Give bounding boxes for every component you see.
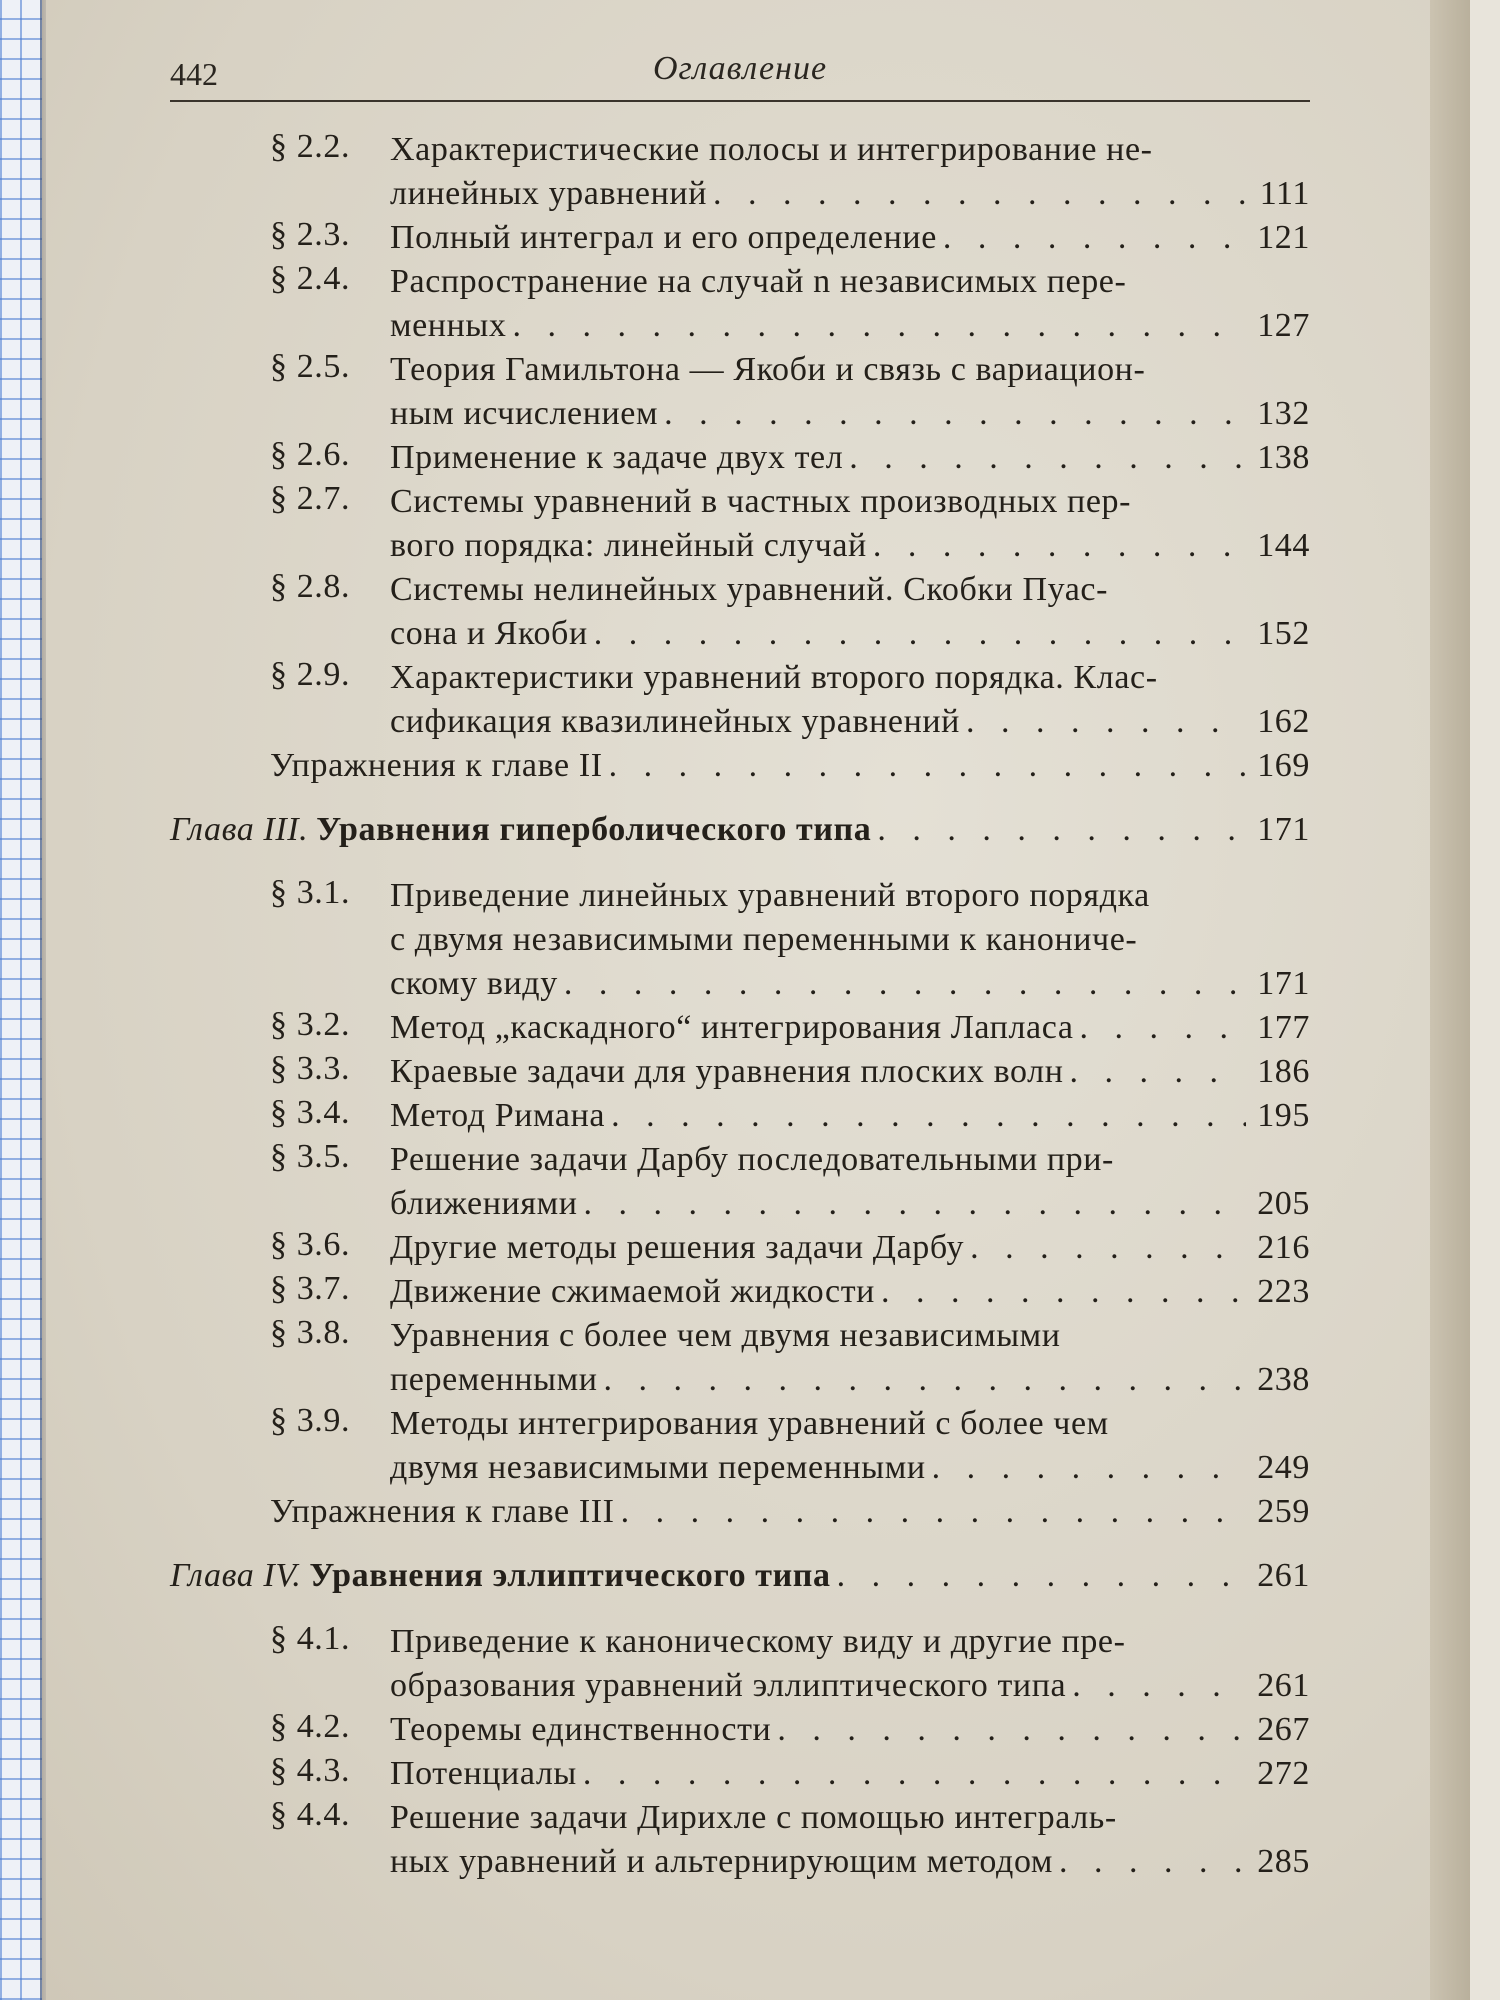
toc-entry-body <box>390 436 1310 480</box>
dot-leader <box>843 436 1246 480</box>
dot-leader <box>1074 1006 1246 1050</box>
toc-entry-body <box>390 128 1310 216</box>
section-number: § 4.1. <box>270 1620 351 1657</box>
toc-page-number: 111 <box>1259 175 1310 212</box>
dot-leader <box>771 1708 1246 1752</box>
toc-line-with-page <box>390 216 1310 260</box>
toc-entry-text: менных <box>390 307 507 344</box>
toc-entry-body <box>390 656 1310 744</box>
toc-page-number: 285 <box>1257 1843 1310 1880</box>
toc-line-with-page <box>390 436 1310 480</box>
toc-page-number: 238 <box>1257 1361 1310 1398</box>
toc-line-with-page <box>390 1050 1310 1094</box>
toc-entry-line: Приведение линейных уравнений второго порядка <box>390 877 1150 914</box>
toc-entry-body <box>390 348 1310 436</box>
toc-line-with-page <box>390 304 1310 348</box>
header-rule <box>170 100 1310 102</box>
toc-entry-body <box>390 1796 1310 1884</box>
toc-entry-body <box>390 480 1310 568</box>
toc-entry-line: Теория Гамильтона — Якоби и связь с вариацион- <box>390 351 1146 388</box>
toc-page-number: 152 <box>1257 615 1310 652</box>
toc-entry-text: образования уравнений эллиптического типа <box>390 1667 1067 1704</box>
toc-entry-text: линейных уравнений <box>390 175 707 212</box>
toc-entry-body <box>390 216 1310 260</box>
dot-leader <box>960 700 1246 744</box>
section-number: § 2.8. <box>270 568 351 605</box>
toc-entry-body <box>390 1314 1310 1402</box>
section-number: § 2.7. <box>270 480 351 517</box>
toc-entry-body <box>390 1708 1310 1752</box>
toc-entry-text: Потенциалы <box>390 1755 577 1792</box>
section-number: § 3.8. <box>270 1314 351 1351</box>
toc-entry-text: ным исчислением <box>390 395 659 432</box>
chapter-label: Глава IV. <box>170 1557 302 1594</box>
toc-entry-body <box>390 568 1310 656</box>
toc-entry <box>170 216 1310 260</box>
toc-entry-body <box>390 1006 1310 1050</box>
toc-page-number: 223 <box>1257 1273 1310 1310</box>
toc-entry-line: Системы уравнений в частных производных пер- <box>390 483 1132 520</box>
toc-line-with-page <box>390 1446 1310 1490</box>
exercises-page-number: 259 <box>1257 1493 1310 1530</box>
toc-page-number: 132 <box>1257 395 1310 432</box>
chapter-page-number: 171 <box>1257 811 1310 848</box>
toc-page-number: 127 <box>1257 307 1310 344</box>
exercises-page-number: 169 <box>1257 747 1310 784</box>
running-title: Оглавление <box>652 50 828 87</box>
toc-line-with-page <box>390 1182 1310 1226</box>
chapter-heading <box>170 1554 1310 1598</box>
toc-entry-text: ных уравнений и альтернирующим методом <box>390 1843 1054 1880</box>
chapter-title: Уравнения эллиптического типа <box>309 1557 831 1594</box>
dot-leader <box>964 1226 1246 1270</box>
toc-entry-text: вого порядка: линейный случай <box>390 527 867 564</box>
section-number: § 2.3. <box>270 216 351 253</box>
toc-page-number: 177 <box>1257 1009 1310 1046</box>
toc-line-with-page <box>390 700 1310 744</box>
toc-entry-text: скому виду <box>390 965 558 1002</box>
dot-leader <box>1053 1840 1246 1884</box>
toc-page-number: 186 <box>1257 1053 1310 1090</box>
exercises-entry <box>170 744 1310 788</box>
toc-line-with-page <box>390 1708 1310 1752</box>
dot-leader <box>867 524 1246 568</box>
toc-entry-body <box>390 1402 1310 1490</box>
toc-entry-text: Метод Римана <box>390 1097 606 1134</box>
dot-leader <box>506 304 1246 348</box>
toc-entry <box>170 1796 1310 1884</box>
toc-line-with-page <box>390 1006 1310 1050</box>
toc-entry <box>170 1050 1310 1094</box>
section-number: § 2.5. <box>270 348 351 385</box>
toc-entry <box>170 1752 1310 1796</box>
chapter-page-number: 261 <box>1257 1557 1310 1594</box>
section-number: § 3.3. <box>270 1050 351 1087</box>
dot-leader <box>658 392 1246 436</box>
section-number: § 2.2. <box>270 128 351 165</box>
toc-entry <box>170 1620 1310 1708</box>
toc-entry <box>170 480 1310 568</box>
toc-page-number: 162 <box>1257 703 1310 740</box>
section-number: § 2.9. <box>270 656 351 693</box>
dot-leader <box>937 216 1246 260</box>
page-header <box>170 40 1310 100</box>
page-number: 442 <box>170 56 218 92</box>
toc-line-with-page <box>390 1752 1310 1796</box>
toc-entry-line: Характеристические полосы и интегрирование не- <box>390 131 1153 168</box>
toc-entry-text: Теоремы единственности <box>390 1711 772 1748</box>
dot-leader <box>615 1490 1246 1534</box>
graph-paper-background <box>0 0 42 2000</box>
toc-entry-body <box>390 1270 1310 1314</box>
toc-entry <box>170 1708 1310 1752</box>
exercises-label: Упражнения к главе III <box>270 1493 615 1530</box>
toc-line-with-page <box>390 1094 1310 1138</box>
toc-line-with-page <box>390 1358 1310 1402</box>
dot-leader <box>577 1752 1246 1796</box>
toc-entry <box>170 568 1310 656</box>
toc-entry-line: Приведение к каноническому виду и другие пре- <box>390 1623 1126 1660</box>
toc-entry-body <box>390 1752 1310 1796</box>
toc-entry <box>170 1402 1310 1490</box>
toc-entry-text: Применение к задаче двух тел <box>390 439 844 476</box>
toc-page-number: 272 <box>1257 1755 1310 1792</box>
section-number: § 4.4. <box>270 1796 351 1833</box>
toc-line-with-page <box>390 612 1310 656</box>
toc-entry <box>170 1138 1310 1226</box>
toc-page-number: 249 <box>1257 1449 1310 1486</box>
chapter-heading <box>170 808 1310 852</box>
toc-entry <box>170 656 1310 744</box>
dot-leader <box>1064 1050 1246 1094</box>
toc-entry <box>170 1226 1310 1270</box>
toc-line-with-page <box>390 962 1310 1006</box>
toc-entry-line: с двумя независимыми переменными к канониче- <box>390 921 1138 958</box>
toc-page-number: 267 <box>1257 1711 1310 1748</box>
toc-entry-body <box>390 1094 1310 1138</box>
toc-entry-text: Другие методы решения задачи Дарбу <box>390 1229 965 1266</box>
toc-page-number: 138 <box>1257 439 1310 476</box>
dot-leader <box>603 744 1246 788</box>
toc-line-with-page <box>390 1270 1310 1314</box>
page-worn-edge <box>1430 0 1470 2000</box>
toc-entry-body <box>390 1050 1310 1094</box>
toc-entry-line: Методы интегрирования уравнений с более чем <box>390 1405 1109 1442</box>
toc-page-number: 195 <box>1257 1097 1310 1134</box>
toc-entry-body <box>390 1226 1310 1270</box>
toc-entry-text: сона и Якоби <box>390 615 588 652</box>
toc-entry-text: Движение сжимаемой жидкости <box>390 1273 875 1310</box>
toc-entry-text: Полный интеграл и его определение <box>390 219 937 256</box>
section-number: § 3.5. <box>270 1138 351 1175</box>
toc-entry-line: Решение задачи Дирихле с помощью интеграль- <box>390 1799 1117 1836</box>
table-of-contents <box>170 128 1310 1884</box>
section-number: § 3.6. <box>270 1226 351 1263</box>
section-number: § 2.4. <box>270 260 351 297</box>
toc-entry-text: сификация квазилинейных уравнений <box>390 703 960 740</box>
toc-entry <box>170 128 1310 216</box>
toc-page-number: 121 <box>1257 219 1310 256</box>
section-number: § 3.2. <box>270 1006 351 1043</box>
toc-entry-body <box>390 874 1310 1006</box>
dot-leader <box>871 808 1246 852</box>
toc-entry <box>170 1270 1310 1314</box>
dot-leader <box>578 1182 1247 1226</box>
toc-line-with-page <box>390 524 1310 568</box>
toc-entry-text: Краевые задачи для уравнения плоских волн <box>390 1053 1064 1090</box>
chapter-label: Глава III. <box>170 811 309 848</box>
toc-line-with-page <box>390 392 1310 436</box>
toc-entry-body <box>390 1138 1310 1226</box>
dot-leader <box>707 172 1246 216</box>
toc-page-number: 144 <box>1257 527 1310 564</box>
exercises-label: Упражнения к главе II <box>270 747 603 784</box>
toc-page-number: 216 <box>1257 1229 1310 1266</box>
toc-entry-text: двумя независимыми переменными <box>390 1449 926 1486</box>
toc-entry-text: переменными <box>390 1361 598 1398</box>
toc-entry <box>170 1094 1310 1138</box>
chapter-title: Уравнения гиперболического типа <box>316 811 872 848</box>
toc-entry <box>170 436 1310 480</box>
toc-line-with-page <box>390 1840 1310 1884</box>
toc-entry-body <box>390 260 1310 348</box>
toc-entry-line: Распространение на случай n независимых пере- <box>390 263 1127 300</box>
section-number: § 3.7. <box>270 1270 351 1307</box>
toc-page-number: 261 <box>1257 1667 1310 1704</box>
toc-line-with-page <box>390 1664 1310 1708</box>
toc-entry-line: Системы нелинейных уравнений. Скобки Пуас- <box>390 571 1109 608</box>
section-number: § 4.2. <box>270 1708 351 1745</box>
dot-leader <box>1066 1664 1246 1708</box>
dot-leader <box>558 962 1246 1006</box>
section-number: § 3.4. <box>270 1094 351 1131</box>
toc-entry <box>170 348 1310 436</box>
toc-entry <box>170 260 1310 348</box>
dot-leader <box>831 1554 1246 1598</box>
toc-entry-text: ближениями <box>390 1185 578 1222</box>
toc-entry-line: Уравнения с более чем двумя независимыми <box>390 1317 1061 1354</box>
dot-leader <box>588 612 1246 656</box>
toc-page-number: 171 <box>1257 965 1310 1002</box>
toc-entry <box>170 874 1310 1006</box>
toc-line-with-page <box>390 1226 1310 1270</box>
section-number: § 4.3. <box>270 1752 351 1789</box>
dot-leader <box>598 1358 1246 1402</box>
toc-entry <box>170 1314 1310 1402</box>
toc-entry-body <box>390 1620 1310 1708</box>
toc-entry-line: Решение задачи Дарбу последовательными при- <box>390 1141 1114 1178</box>
dot-leader <box>605 1094 1246 1138</box>
section-number: § 3.9. <box>270 1402 351 1439</box>
dot-leader <box>875 1270 1246 1314</box>
toc-line-with-page <box>390 172 1310 216</box>
dot-leader <box>926 1446 1246 1490</box>
toc-entry <box>170 1006 1310 1050</box>
exercises-entry <box>170 1490 1310 1534</box>
section-number: § 3.1. <box>270 874 351 911</box>
toc-entry-line: Характеристики уравнений второго порядка. Клас- <box>390 659 1158 696</box>
toc-entry-text: Метод „каскадного“ интегрирования Лапласа <box>390 1009 1074 1046</box>
toc-page-number: 205 <box>1257 1185 1310 1222</box>
section-number: § 2.6. <box>270 436 351 473</box>
